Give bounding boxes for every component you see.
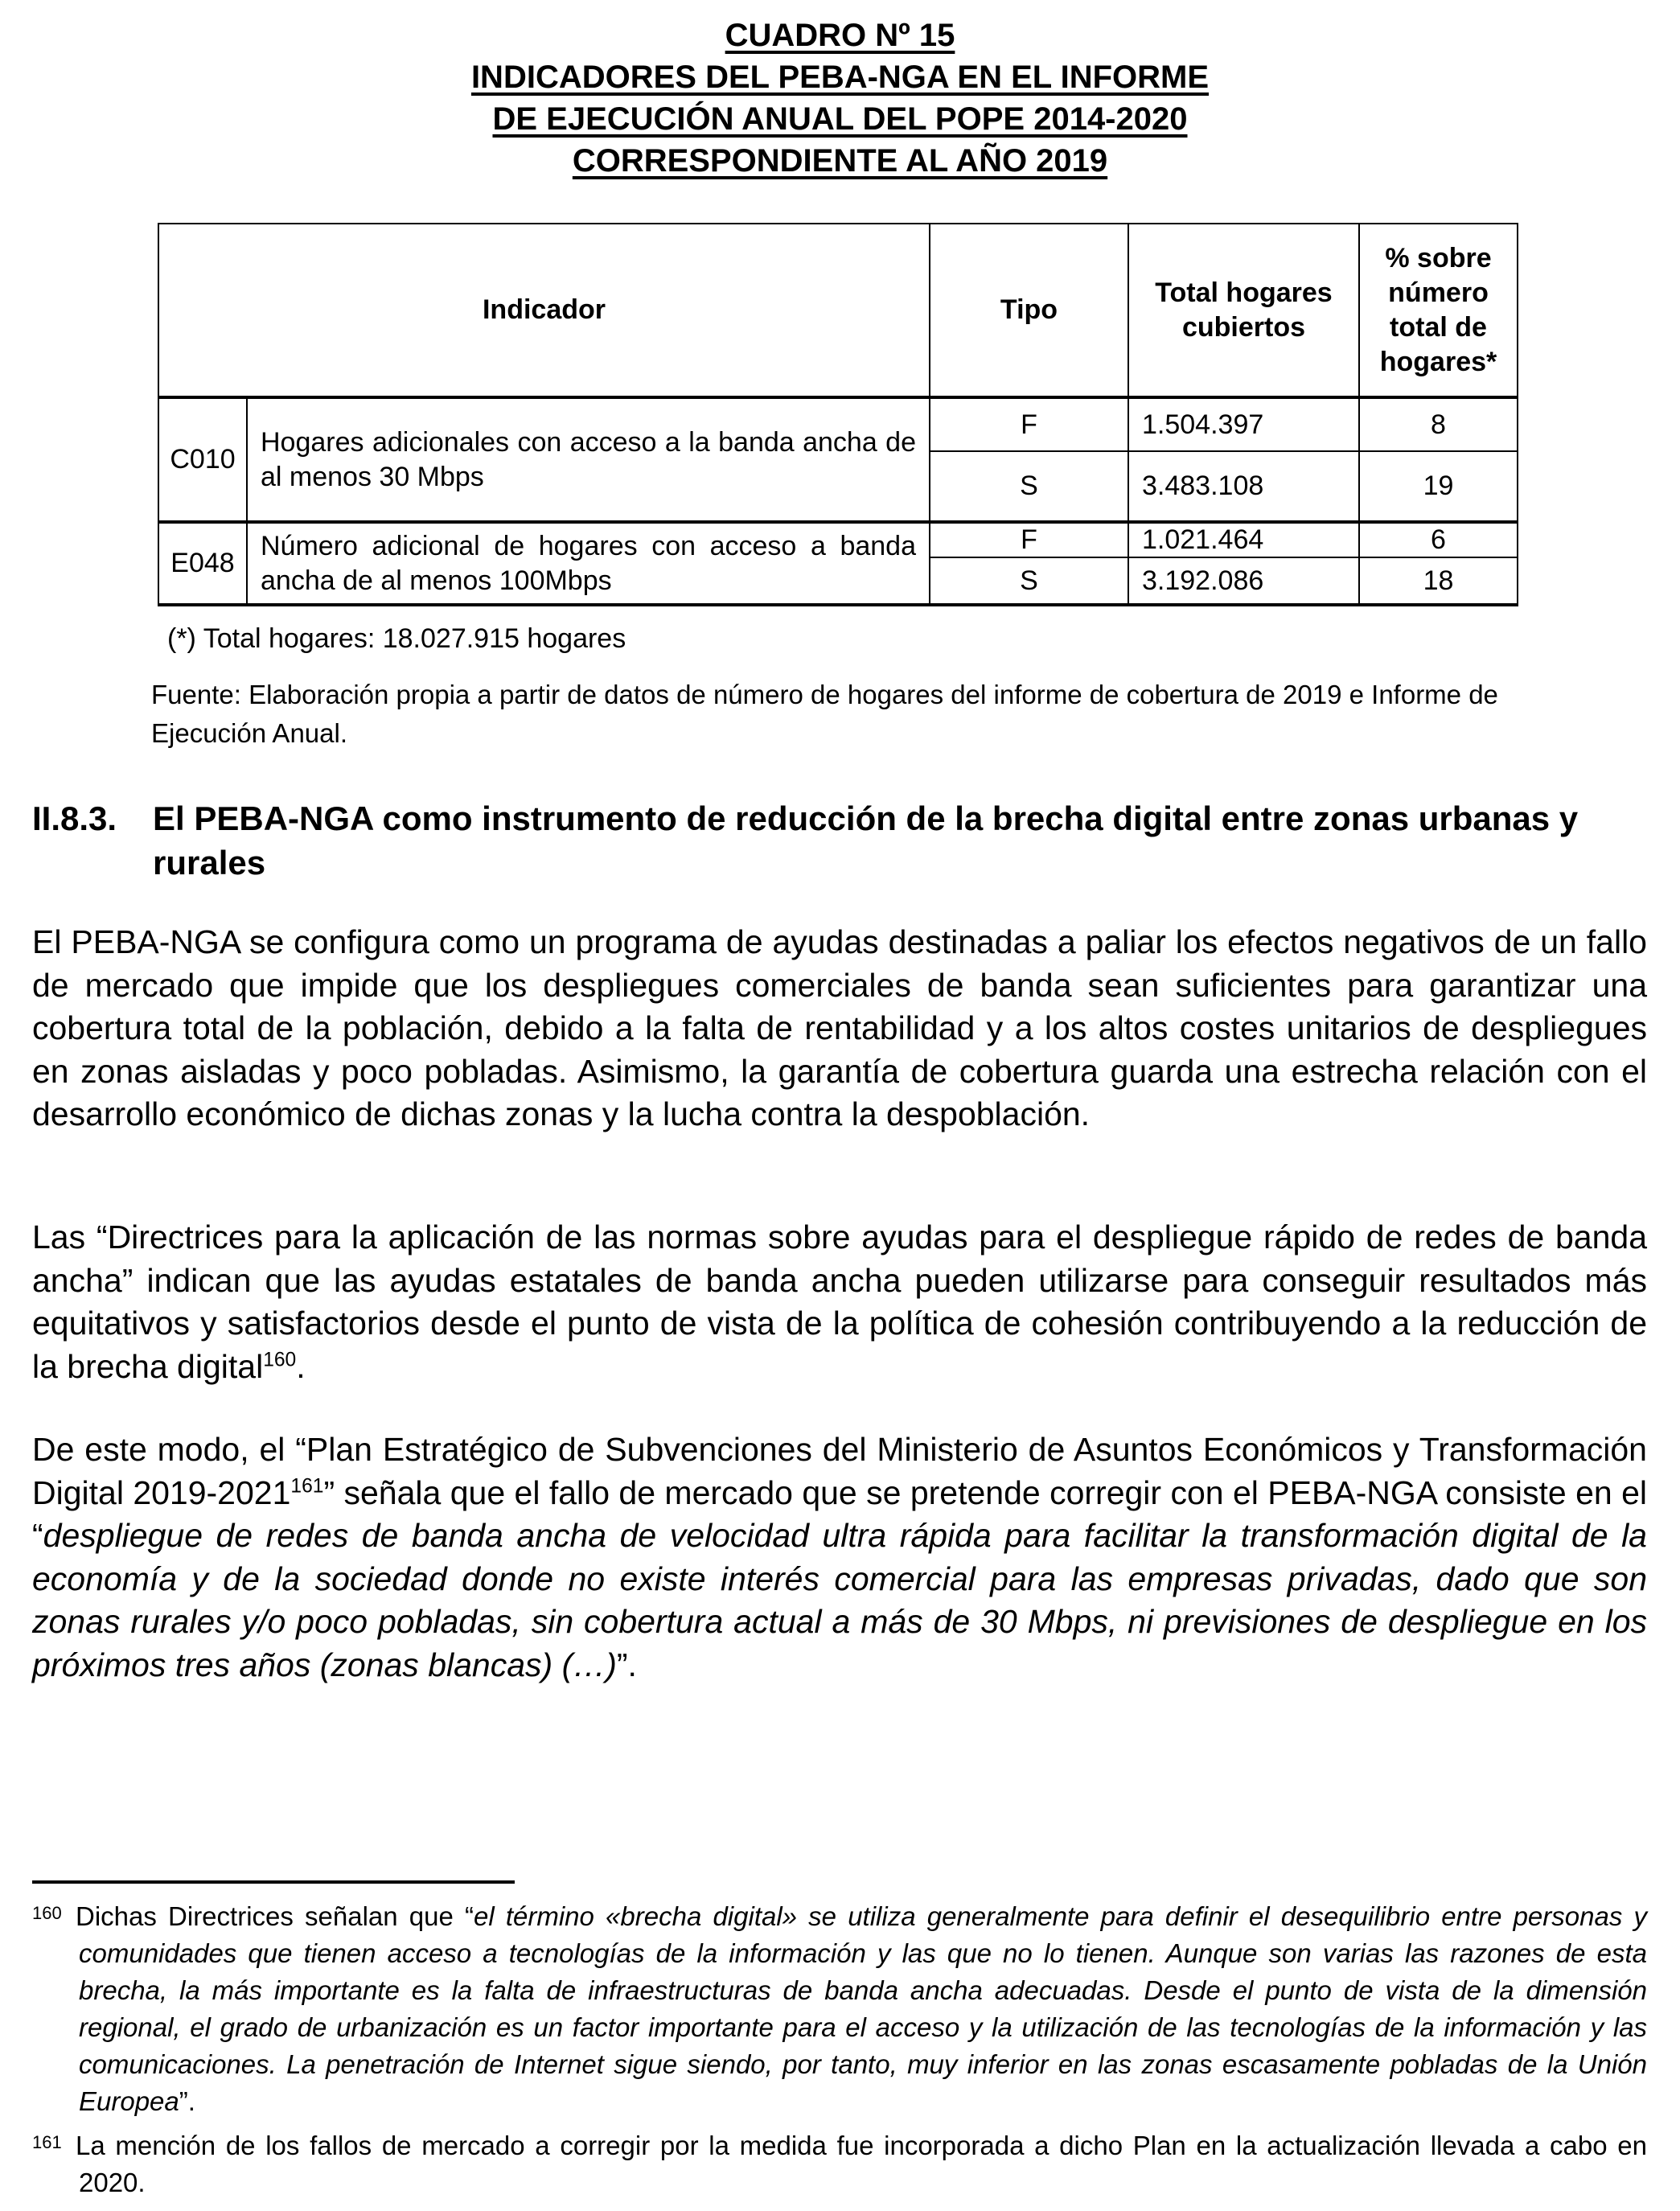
header-pct: % sobre número total de hogares* [1359, 224, 1518, 397]
total-cell: 1.504.397 [1128, 397, 1359, 451]
table-source: Fuente: Elaboración propia a partir de datos de número de hogares del informe de cobertura de 2019 e Informe de Ejecución Anual. [151, 680, 1498, 748]
pct-cell: 6 [1359, 522, 1518, 557]
table-row [158, 397, 1518, 451]
table-title [0, 14, 1680, 182]
paragraph-3-text-b: ” señala que el fallo de mercado que se pretende corregir con el PEBA-NGA consiste en el “ [32, 1473, 1647, 1554]
paragraph-3-text-a: De este modo, el “Plan Estratégico de Subvenciones del Ministerio de Asuntos Económicos y Transformación Digital 2019-2021 [32, 1431, 1647, 1511]
title-line-3: DE EJECUCIÓN ANUAL DEL POPE 2014-2020 [492, 101, 1188, 137]
footnote-body [76, 1898, 1647, 2120]
pct-cell: 18 [1359, 557, 1518, 605]
paragraph-2 [32, 1216, 1647, 1388]
footnote-body: La mención de los fallos de mercado a corregir por la medida fue incorporada a dicho Plan en la actualización llevada a cabo en 2020. [76, 2131, 1647, 2197]
paragraph-2-end: . [296, 1347, 306, 1385]
footnote-mark: 161 [32, 2132, 62, 2152]
footnote-text-end: ”. [179, 2086, 195, 2116]
table-row [158, 522, 1518, 557]
table-note: (*) Total hogares: 18.027.915 hogares [167, 623, 626, 654]
tipo-cell: S [930, 451, 1128, 522]
indicator-code: E048 [158, 522, 247, 605]
title-line-2: INDICADORES DEL PEBA-NGA EN EL INFORME [470, 60, 1210, 95]
paragraph-3-quote: despliegue de redes de banda ancha de velocidad ultra rápida para facilitar la transformación digital de la economía y de la sociedad donde no existe interés comercial para las empresas privadas, dado que son zonas rurales y/o poco pobladas, sin cobertura actual a más de 30 Mbps, ni previsiones de despliegue en los próximos tres años (zonas blancas) (…) [32, 1517, 1647, 1683]
footnote-text: Dichas Directrices señalan que “ [76, 1901, 474, 1931]
footnote-ref-160[interactable]: 160 [263, 1348, 297, 1371]
paragraph-2-text: Las “Directrices para la aplicación de las normas sobre ayudas para el despliegue rápido de redes de banda ancha” indican que las ayudas estatales de banda ancha pueden utilizarse para conseguir resultados más equitativos y satisfactorios desde el punto de vista de la política de cohesión contribuyendo a la reducción de la brecha digital [32, 1219, 1647, 1385]
tipo-cell: S [930, 557, 1128, 605]
table-header-row [158, 224, 1518, 397]
paragraph-3-end: ”. [616, 1646, 637, 1683]
pct-cell: 8 [1359, 397, 1518, 451]
footnote-160 [32, 1898, 1647, 2120]
indicator-description: Número adicional de hogares con acceso a banda ancha de al menos 100Mbps [247, 522, 930, 605]
pct-cell: 19 [1359, 451, 1518, 522]
paragraph-3 [32, 1428, 1647, 1687]
tipo-cell: F [930, 522, 1128, 557]
total-cell: 1.021.464 [1128, 522, 1359, 557]
total-cell: 3.483.108 [1128, 451, 1359, 522]
indicator-code: C010 [158, 397, 247, 522]
paragraph-1: El PEBA-NGA se configura como un programa de ayudas destinadas a paliar los efectos negativos de un fallo de mercado que impide que los despliegues comerciales de banda sean suficientes para garantizar una cobertura total de la población, debido a la falta de rentabilidad y a los altos costes unitarios de despliegues en zonas aisladas y poco pobladas. Asimismo, la garantía de cobertura guarda una estrecha relación con el desarrollo económico de dichas zonas y la lucha contra la despoblación. [32, 923, 1647, 1132]
header-indicador: Indicador [158, 224, 930, 397]
footnote-mark: 160 [32, 1903, 62, 1923]
footnote-separator [32, 1880, 515, 1884]
total-cell: 3.192.086 [1128, 557, 1359, 605]
tipo-cell: F [930, 397, 1128, 451]
header-tipo: Tipo [930, 224, 1128, 397]
section-number: II.8.3. [32, 799, 117, 837]
footnote-ref-161[interactable]: 161 [290, 1474, 324, 1497]
title-line-1: CUADRO Nº 15 [725, 18, 955, 53]
title-line-4: CORRESPONDIENTE AL AÑO 2019 [572, 143, 1108, 179]
section-heading [32, 796, 1649, 885]
footnote-161 [32, 2127, 1647, 2201]
indicators-table [158, 223, 1518, 606]
header-total: Total hogares cubiertos [1128, 224, 1359, 397]
footnote-quote: el término «brecha digital» se utiliza generalmente para definir el desequilibrio entre personas y comunidades que tienen acceso a tecnologías de la información y las que no lo tienen. Aunque son varias las razones de esta brecha, la más importante es la falta de infraestructuras de banda ancha adecuadas. Desde el punto de vista de la dimensión regional, el grado de urbanización es un factor importante para el acceso y la utilización de las tecnologías de la información y las comunicaciones. La penetración de Internet sigue siendo, por tanto, muy inferior en las zonas escasamente pobladas de la Unión Europea [79, 1901, 1647, 2116]
indicator-description: Hogares adicionales con acceso a la banda ancha de al menos 30 Mbps [247, 397, 930, 522]
section-title: El PEBA-NGA como instrumento de reducción de la brecha digital entre zonas urbanas y rurales [153, 799, 1579, 882]
